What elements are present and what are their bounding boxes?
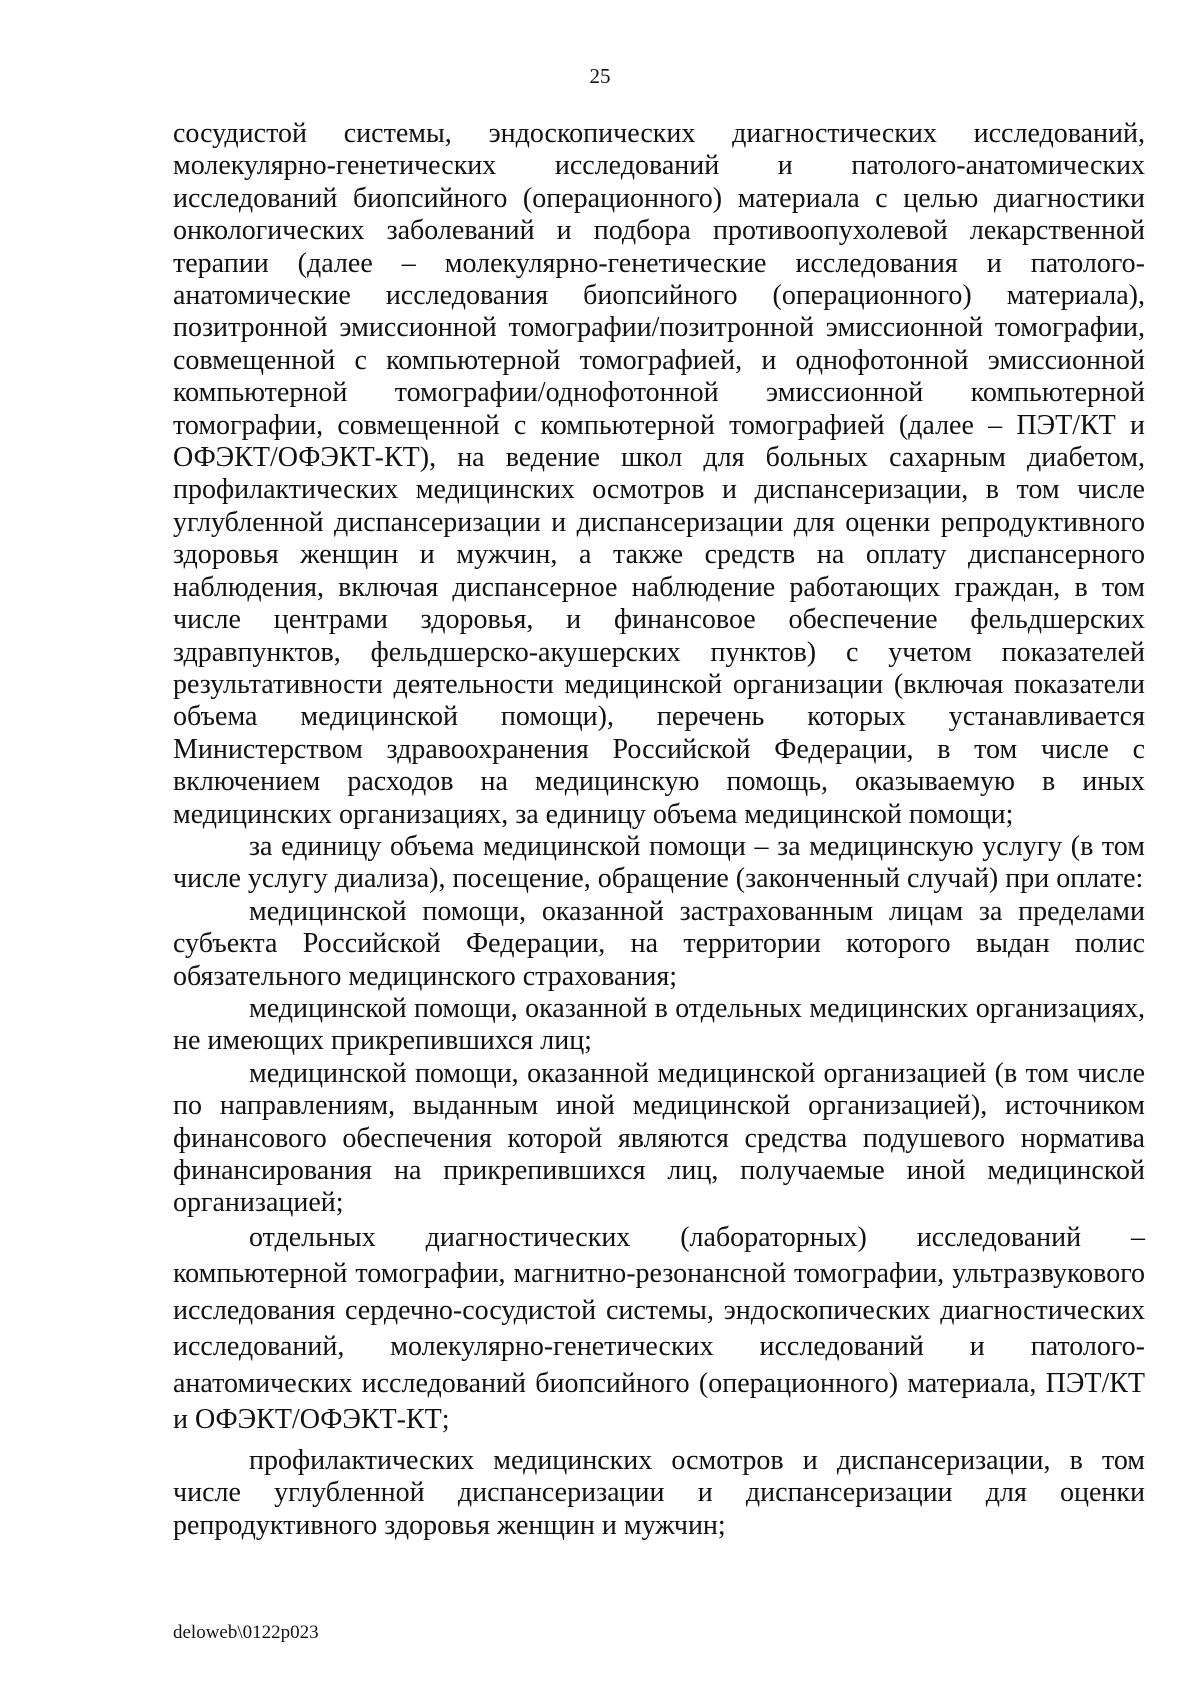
paragraph-no-attached-persons: медицинской помощи, оказанной в отдельных медицинских организациях, не имеющих прикрепившихся лиц;	[173, 992, 1145, 1057]
paragraph-diagnostic-studies: отдельных диагностических (лабораторных) исследований – компьютерной томографии, магнитно-резонансной томографии, ультразвукового исследования сердечно-сосудистой системы, эндоскопических диагностических исследований, молекулярно-генетических исследований и патолого-анатомических исследований биопсийного (операционного) материала, ПЭТ/КТ и ОФЭКТ/ОФЭКТ-КТ;	[173, 1221, 1145, 1436]
paragraph-preventive-examinations: профилактических медицинских осмотров и диспансеризации, в том числе углубленной диспансеризации и диспансеризации для оценки репродуктивного здоровья женщин и мужчин;	[173, 1444, 1145, 1541]
paragraph-continuation: сосудистой системы, эндоскопических диагностических исследований, молекулярно-генетических исследований и патолого-анатомических исследований биопсийного (операционного) материала с целью диагностики онкологических заболеваний и подбора противоопухолевой лекарственной терапии (далее – молекулярно-генетические исследования и патолого-анатомические исследования биопсийного (операционного) материала), позитронной эмиссионной томографии/позитронной эмиссионной томографии, совмещенной с компьютерной томографией, и однофотонной эмиссионной компьютерной томографии/однофотонной эмиссионной компьютерной томографии, совмещенной с компьютерной томографией (далее – ПЭТ/КТ и ОФЭКТ/ОФЭКТ-КТ), на ведение школ для больных сахарным диабетом, профилактических медицинских осмотров и диспансеризации, в том числе углубленной диспансеризации и диспансеризации для оценки репродуктивного здоровья женщин и мужчин, а также средств на оплату диспансерного наблюдения, включая диспансерное наблюдение работающих граждан, в том числе центрами здоровья, и финансовое обеспечение фельдшерских здравпунктов, фельдшерско-акушерских пунктов) с учетом показателей результативности деятельности медицинской организации (включая показатели объема медицинской помощи), перечень которых устанавливается Министерством здравоохранения Российской Федерации, в том числе с включением расходов на медицинскую помощь, оказываемую в иных медицинских организациях, за единицу объема медицинской помощи;	[173, 118, 1145, 830]
paragraph-unit-of-volume: за единицу объема медицинской помощи – за медицинскую услугу (в том числе услугу диализа), посещение, обращение (законченный случай) при оплате:	[173, 830, 1145, 895]
page-number: 25	[589, 64, 611, 88]
paragraph-insured-outside-region: медицинской помощи, оказанной застрахованным лицам за пределами субъекта Российской Федерации, на территории которого выдан полис обязательного медицинского страхования;	[173, 895, 1145, 992]
document-body	[173, 118, 1145, 1542]
document-code: deloweb\0122p023	[173, 1622, 319, 1643]
paragraph-referral-other-organization: медицинской помощи, оказанной медицинской организацией (в том числе по направлениям, выданным иной медицинской организацией), источником финансового обеспечения которой являются средства подушевого норматива финансирования на прикрепившихся лиц, получаемые иной медицинской организацией;	[173, 1057, 1145, 1219]
